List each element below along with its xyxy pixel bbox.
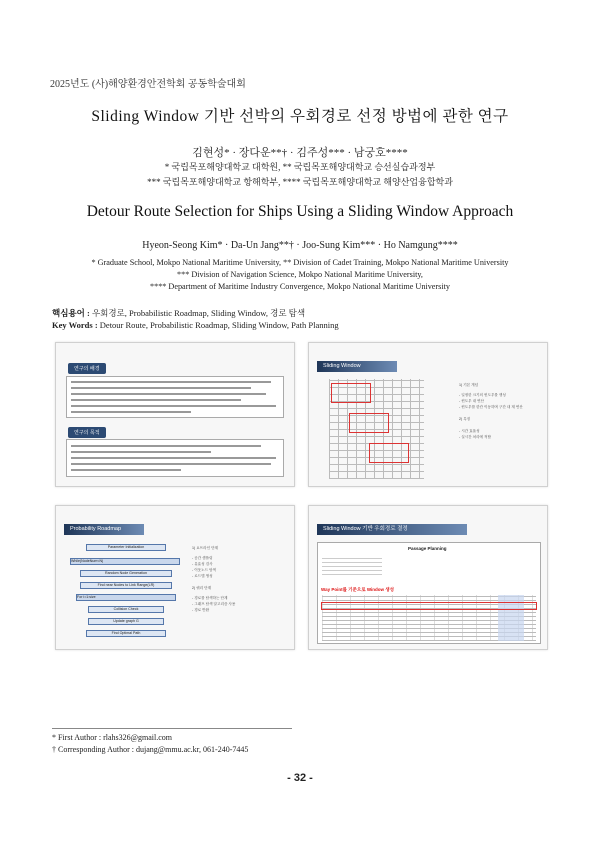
conference-header: 2025년도 (사)해양환경안전학회 공동학술대회 — [50, 79, 246, 90]
window-note: Way Point를 기준으로 Window 생성 — [321, 587, 394, 592]
sw-item: - 실시간 처리에 적합 — [459, 435, 491, 439]
sw-item: 2) 특징 — [459, 417, 471, 421]
slide-detour-route-decision — [308, 505, 548, 650]
english-title: Detour Route Selection for Ships Using a Sliding Window Approach — [86, 203, 514, 220]
slide-research-background — [55, 342, 295, 487]
korean-keywords-label: 핵심용어 : — [52, 308, 90, 318]
sheet-title: Passage Planning — [408, 546, 447, 551]
prm-item: - 경로를 탐색하는 단계 — [192, 596, 228, 600]
footnote-first-author: * First Author : rlahs326@gmail.com — [52, 733, 173, 742]
korean-authors: 김현성* · 장다운**† · 김주성*** · 남궁호**** — [192, 147, 408, 159]
korean-affiliation-1: * 국립목포해양대학교 대학원, ** 국립목포해양대학교 승선실습과정부 — [164, 162, 436, 172]
prm-item: - 유효성 검사 — [192, 562, 213, 566]
flow-step: Collision Check — [88, 606, 164, 613]
slide-title: Probability Roadmap — [64, 524, 144, 535]
purpose-text-box — [66, 439, 284, 477]
korean-keywords-value: 우회경로, Probabilistic Roadmap, Sliding Window, 경로 탐색 — [91, 308, 306, 318]
english-affiliation-2: *** Division of Navigation Science, Mokpo National Maritime University, — [177, 270, 423, 279]
english-affiliation-1: * Graduate School, Mokpo National Maritime University, ** Division of Cadet Training, Mokpo National Maritime University — [91, 258, 509, 267]
pill-background: 연구의 배경 — [68, 363, 106, 374]
sw-item: - 시간 효율성 — [459, 429, 480, 433]
slide-sliding-window — [308, 342, 548, 487]
sw-item: - 윈도우 내 연산 — [459, 399, 485, 403]
flow-step: For i=1:size — [76, 594, 176, 601]
korean-keywords — [52, 307, 305, 319]
flow-step: Update graph G — [88, 618, 164, 625]
english-keywords-label: Key Words : — [52, 320, 98, 330]
pill-purpose: 연구의 목적 — [68, 427, 106, 438]
prm-item: - 그래프 탐색 알고리즘 사용 — [192, 602, 236, 606]
prm-item: 2) 쿼리 단계 — [192, 586, 212, 590]
korean-affiliation-2: *** 국립목포해양대학교 항해학부, **** 국립목포해양대학교 해양산업융합학과 — [147, 177, 453, 187]
prm-item: 1) 요프라인 단계 — [192, 546, 219, 550]
flow-step: Parameter Initialization — [86, 544, 166, 551]
prm-item: - 로드맵 생성 — [192, 574, 213, 578]
flow-step: Find near Nodes to Link Range(LR) — [80, 582, 172, 589]
footnote-corresponding-author: † Corresponding Author : dujang@mmu.ac.kr, 061-240-7445 — [52, 745, 249, 754]
english-keywords-value: Detour Route, Probabilistic Roadmap, Sliding Window, Path Planning — [99, 320, 339, 330]
english-keywords — [52, 320, 339, 330]
slide-probability-roadmap — [55, 505, 295, 650]
english-authors: Hyeon-Seong Kim* · Da-Un Jang**† · Joo-Sung Kim*** · Ho Namgung**** — [142, 240, 458, 251]
prm-item: - 이웃노드 탐색 — [192, 568, 217, 572]
flow-step: Find Optimal Path — [86, 630, 166, 637]
footnote-divider — [52, 728, 292, 729]
flow-step: Random Node Generation — [80, 570, 172, 577]
prm-item: - 공간 샘플링 — [192, 556, 213, 560]
window-highlight — [321, 602, 537, 610]
slide-title: Sliding Window — [317, 361, 397, 372]
english-affiliation-3: **** Department of Maritime Industry Convergence, Mokpo National Maritime University — [150, 282, 450, 291]
background-text-box — [66, 376, 284, 418]
prm-item: - 경로 반환 — [192, 608, 210, 612]
page-number: - 32 - — [287, 772, 313, 784]
sw-item: - 일정한 크기의 윈도우를 생성 — [459, 393, 506, 397]
korean-title: Sliding Window 기반 선박의 우회경로 선정 방법에 관한 연구 — [91, 108, 509, 125]
window-frame — [349, 413, 389, 433]
sw-item: 1) 기본 개념 — [459, 383, 479, 387]
window-frame — [331, 383, 371, 403]
sw-item: - 윈도우를 한칸 이동하며 구간 내 재 연산 — [459, 405, 523, 409]
slide-title: Sliding Window 기반 우회경로 결정 — [317, 524, 467, 535]
flow-step: While(NodeNum<N) — [70, 558, 180, 565]
passage-planning-sheet — [317, 542, 541, 644]
window-frame — [369, 443, 409, 463]
